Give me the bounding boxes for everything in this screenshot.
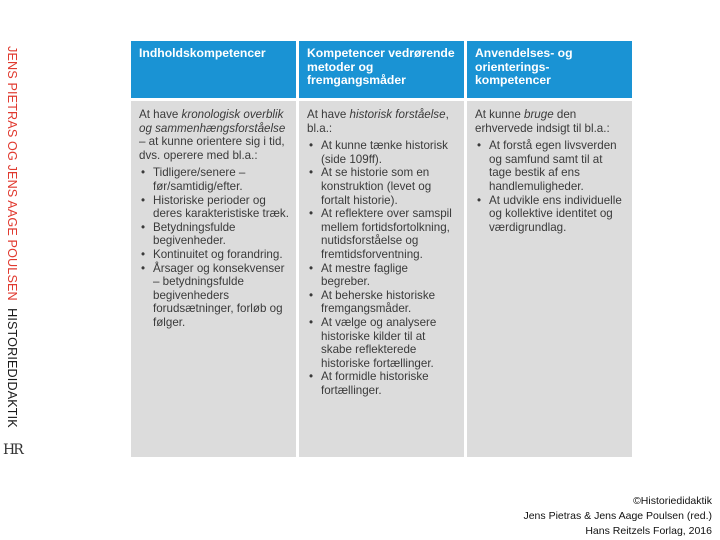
publisher-logo: HR — [3, 442, 22, 458]
column-body — [131, 101, 296, 457]
list-item: • At kunne tænke historisk (side 109ff). — [307, 139, 458, 166]
list-item: • At udvikle ens individuelle og kollektive identitet og værdigrundlag. — [475, 194, 626, 235]
list-item: • Kontinuitet og forandring. — [139, 248, 290, 262]
list-item: • At beherske historiske fremgangsmåder. — [307, 289, 458, 316]
credit-line: ©Historiedidaktik — [633, 495, 712, 507]
list-item: • Tidligere/senere – før/samtidig/efter. — [139, 166, 290, 193]
column-header: Kompetencer vedrørende metoder og fremgangsmåder — [299, 41, 464, 98]
column-intro: At have historisk forståelse, bl.a.: — [307, 108, 449, 135]
column-application-competences — [467, 41, 632, 457]
column-body — [467, 101, 632, 457]
list-item: • At mestre faglige begreber. — [307, 262, 458, 289]
bullet-list — [139, 166, 290, 329]
list-item: • At se historie som en konstruktion (levet og fortalt historie). — [307, 166, 458, 207]
list-item: • At forstå egen livsverden og samfund samt til at tage bestik af ens handlemuligheder. — [475, 139, 626, 193]
column-body — [299, 101, 464, 457]
credit-line: Hans Reitzels Forlag, 2016 — [585, 525, 712, 537]
copyright-credit — [523, 494, 712, 539]
column-content-competences — [131, 41, 296, 457]
column-header: Anvendelses- og orienterings- kompetencer — [467, 41, 632, 98]
list-item: • At vælge og analysere historiske kilder til at skabe reflekterede historiske fortællinger. — [307, 316, 458, 370]
list-item: • Årsager og konsekvenser – betydningsfulde begivenheders forudsætninger, forløb og følger. — [139, 262, 290, 330]
side-authors: JENS PIETRAS OG JENS AAGE POULSEN — [5, 46, 19, 301]
credit-line: Jens Pietras & Jens Aage Poulsen (red.) — [523, 510, 712, 522]
bullet-list — [307, 139, 458, 397]
side-title-vertical — [4, 46, 19, 428]
column-intro: At have kronologisk overblik og sammenhængsforståelse – at kunne orientere sig i tid, dvs. operere med bl.a.: — [139, 108, 286, 162]
column-intro: At kunne bruge den erhvervede indsigt til bl.a.: — [475, 108, 610, 135]
list-item: • Historiske perioder og deres karakteristiske træk. — [139, 194, 290, 221]
side-book-title: HISTORIEDIDAKTIK — [5, 308, 19, 428]
column-header: Indholdskompetencer — [131, 41, 296, 98]
list-item: • At formidle historiske fortællinger. — [307, 370, 458, 397]
column-method-competences — [299, 41, 464, 457]
competence-table — [131, 41, 632, 457]
bullet-list — [475, 139, 626, 234]
list-item: • At reflektere over samspil mellem fortidsfortolkning, nutidsforståelse og fremtidsforventning. — [307, 207, 458, 261]
list-item: • Betydningsfulde begivenheder. — [139, 221, 290, 248]
